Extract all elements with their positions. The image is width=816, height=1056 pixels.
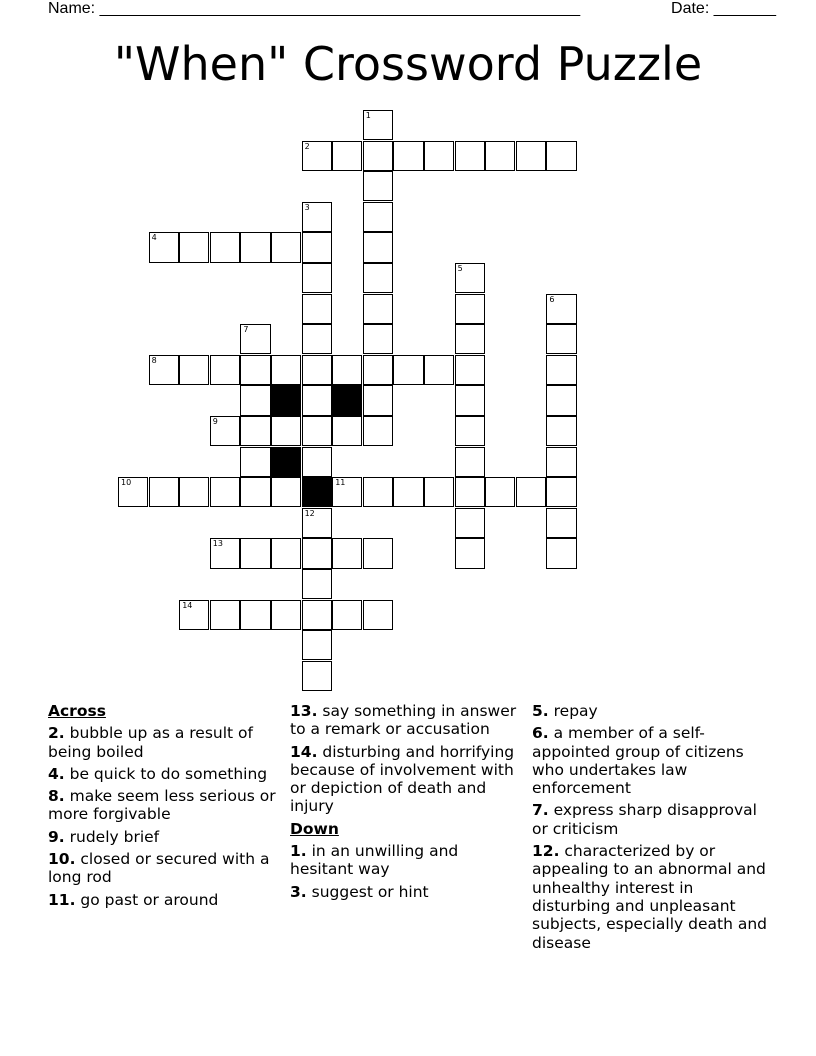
grid-cell[interactable] bbox=[455, 508, 485, 538]
clue-down-3 bbox=[290, 883, 522, 901]
grid-cell[interactable] bbox=[332, 600, 362, 630]
grid-cell[interactable] bbox=[546, 355, 576, 385]
cell-number: 6 bbox=[549, 294, 555, 304]
clue-number: 13. bbox=[290, 702, 318, 720]
grid-cell[interactable] bbox=[302, 630, 332, 660]
grid-cell[interactable] bbox=[363, 538, 393, 568]
clue-across-2 bbox=[48, 724, 280, 761]
grid-cell[interactable] bbox=[240, 477, 270, 507]
black-cell bbox=[271, 385, 301, 415]
cell-number: 9 bbox=[212, 417, 218, 426]
grid-cell[interactable] bbox=[363, 294, 393, 324]
grid-cell[interactable] bbox=[240, 324, 270, 354]
grid-cell[interactable] bbox=[363, 202, 393, 232]
clue-across-9 bbox=[48, 828, 280, 846]
grid-cell[interactable] bbox=[424, 141, 454, 171]
grid-cell[interactable] bbox=[179, 600, 209, 630]
black-cell bbox=[332, 385, 362, 415]
grid-cell[interactable] bbox=[302, 416, 332, 446]
grid-cell[interactable] bbox=[332, 477, 362, 507]
grid-cell[interactable] bbox=[179, 355, 209, 385]
clue-down-6 bbox=[532, 724, 772, 797]
grid-cell[interactable] bbox=[210, 232, 240, 262]
black-cell bbox=[271, 447, 301, 477]
date-field[interactable]: Date: _______ bbox=[671, 0, 776, 17]
grid-cell[interactable] bbox=[302, 232, 332, 262]
grid-cell[interactable] bbox=[302, 385, 332, 415]
grid-cell[interactable] bbox=[149, 232, 179, 262]
clue-text: be quick to do something bbox=[69, 764, 268, 783]
cell-number: 3 bbox=[304, 202, 310, 212]
grid-cell[interactable] bbox=[516, 477, 546, 507]
clue-across-13 bbox=[290, 702, 522, 739]
grid-cell[interactable] bbox=[271, 538, 301, 568]
grid-cell[interactable] bbox=[302, 355, 332, 385]
grid-cell[interactable] bbox=[393, 477, 423, 507]
clue-number: 14. bbox=[290, 742, 318, 761]
clue-text: characterized by or appealing to an abnormal and unhealthy interest in disturbing and unpleasant subjects, especially death and disease bbox=[532, 842, 767, 952]
clue-number: 10. bbox=[48, 850, 76, 869]
grid-cell[interactable] bbox=[240, 416, 270, 446]
grid-cell[interactable] bbox=[455, 141, 485, 171]
clue-text: express sharp disapproval or criticism bbox=[532, 801, 757, 838]
grid-cell[interactable] bbox=[302, 141, 332, 171]
grid-cell[interactable] bbox=[424, 355, 454, 385]
cell-number: 13 bbox=[212, 539, 223, 549]
clue-text: rudely brief bbox=[69, 827, 160, 846]
cell-number: 4 bbox=[151, 233, 157, 243]
cell-number: 2 bbox=[304, 141, 310, 151]
grid-cell[interactable] bbox=[546, 447, 576, 477]
clue-text: go past or around bbox=[80, 890, 219, 909]
grid-cell[interactable] bbox=[546, 385, 576, 415]
cell-number: 10 bbox=[121, 478, 132, 488]
clue-across-11 bbox=[48, 891, 280, 909]
grid-cell[interactable] bbox=[485, 477, 515, 507]
grid-cell[interactable] bbox=[149, 477, 179, 507]
clue-across-14 bbox=[290, 743, 522, 816]
clue-number: 3. bbox=[290, 882, 307, 901]
grid-cell[interactable] bbox=[455, 355, 485, 385]
grid-cell[interactable] bbox=[271, 416, 301, 446]
grid-cell[interactable] bbox=[516, 141, 546, 171]
grid-cell[interactable] bbox=[546, 477, 576, 507]
clue-number: 1. bbox=[290, 842, 307, 861]
grid-cell[interactable] bbox=[271, 600, 301, 630]
grid-cell[interactable] bbox=[302, 202, 332, 232]
clue-number: 9. bbox=[48, 827, 65, 846]
grid-cell[interactable] bbox=[363, 600, 393, 630]
clue-down-12 bbox=[532, 842, 772, 952]
clue-number: 7. bbox=[532, 801, 549, 820]
grid-cell[interactable] bbox=[546, 141, 576, 171]
grid-cell[interactable] bbox=[210, 477, 240, 507]
grid-cell[interactable] bbox=[332, 141, 362, 171]
grid-cell[interactable] bbox=[302, 661, 332, 691]
grid-cell[interactable] bbox=[363, 171, 393, 201]
grid-cell[interactable] bbox=[240, 355, 270, 385]
clues-column-3 bbox=[532, 702, 772, 956]
grid-cell[interactable] bbox=[332, 355, 362, 385]
grid-cell[interactable] bbox=[363, 477, 393, 507]
clue-number: 2. bbox=[48, 724, 65, 743]
grid-cell[interactable] bbox=[240, 232, 270, 262]
name-field[interactable]: Name: ______________________________________________________ bbox=[48, 0, 581, 17]
grid-cell[interactable] bbox=[210, 416, 240, 446]
clue-across-8 bbox=[48, 787, 280, 824]
grid-cell[interactable] bbox=[363, 416, 393, 446]
page-title: "When" Crossword Puzzle bbox=[113, 37, 703, 91]
grid-cell[interactable] bbox=[332, 538, 362, 568]
grid-cell[interactable] bbox=[363, 232, 393, 262]
clue-text: disturbing and horrifying because of involvement with or depiction of death and injury bbox=[290, 742, 515, 816]
grid-cell[interactable] bbox=[332, 416, 362, 446]
grid-cell[interactable] bbox=[302, 324, 332, 354]
grid-cell[interactable] bbox=[179, 232, 209, 262]
clue-number: 5. bbox=[532, 702, 549, 720]
cell-number: 8 bbox=[151, 355, 157, 365]
black-cell bbox=[302, 477, 332, 507]
grid-cell[interactable] bbox=[302, 447, 332, 477]
grid-cell[interactable] bbox=[363, 110, 393, 140]
grid-cell[interactable] bbox=[455, 538, 485, 568]
grid-cell[interactable] bbox=[240, 538, 270, 568]
grid-cell[interactable] bbox=[240, 600, 270, 630]
cell-number: 7 bbox=[243, 325, 249, 335]
cell-number: 11 bbox=[335, 478, 346, 488]
grid-cell[interactable] bbox=[455, 263, 485, 293]
grid-cell[interactable] bbox=[179, 477, 209, 507]
across-heading: Across bbox=[48, 702, 106, 720]
grid-cell[interactable] bbox=[271, 355, 301, 385]
cell-number: 5 bbox=[457, 264, 463, 273]
grid-cell[interactable] bbox=[210, 600, 240, 630]
grid-cell[interactable] bbox=[363, 263, 393, 293]
down-heading: Down bbox=[290, 819, 339, 838]
grid-cell[interactable] bbox=[363, 385, 393, 415]
grid-cell[interactable] bbox=[302, 508, 332, 538]
clue-text: suggest or hint bbox=[311, 882, 429, 901]
grid-cell[interactable] bbox=[546, 324, 576, 354]
grid-cell[interactable] bbox=[240, 385, 270, 415]
clue-across-4 bbox=[48, 765, 280, 783]
grid-cell[interactable] bbox=[363, 324, 393, 354]
clue-number: 4. bbox=[48, 764, 65, 783]
clue-text: make seem less serious or more forgivable bbox=[48, 787, 276, 824]
cell-number: 1 bbox=[365, 111, 371, 120]
clue-across-10 bbox=[48, 850, 280, 887]
clue-down-1 bbox=[290, 842, 522, 879]
grid-cell[interactable] bbox=[546, 538, 576, 568]
grid-cell[interactable] bbox=[455, 294, 485, 324]
clue-number: 12. bbox=[532, 842, 560, 861]
clues-column-1 bbox=[48, 702, 280, 913]
grid-cell[interactable] bbox=[363, 355, 393, 385]
grid-cell[interactable] bbox=[271, 477, 301, 507]
clues-column-2 bbox=[290, 702, 522, 905]
grid-cell[interactable] bbox=[546, 294, 576, 324]
grid-cell[interactable] bbox=[546, 416, 576, 446]
grid-cell[interactable] bbox=[210, 355, 240, 385]
clue-text: a member of a self-appointed group of citizens who undertakes law enforcement bbox=[532, 724, 744, 798]
clue-number: 8. bbox=[48, 787, 65, 806]
grid-cell[interactable] bbox=[455, 447, 485, 477]
grid-cell[interactable] bbox=[393, 141, 423, 171]
grid-cell[interactable] bbox=[118, 477, 148, 507]
grid-cell[interactable] bbox=[210, 538, 240, 568]
grid-cell[interactable] bbox=[302, 600, 332, 630]
grid-cell[interactable] bbox=[455, 477, 485, 507]
grid-cell[interactable] bbox=[302, 569, 332, 599]
clue-down-5 bbox=[532, 702, 772, 720]
grid-cell[interactable] bbox=[240, 447, 270, 477]
clue-down-7 bbox=[532, 801, 772, 838]
clue-number: 11. bbox=[48, 890, 76, 909]
grid-cell[interactable] bbox=[455, 385, 485, 415]
clue-number: 6. bbox=[532, 724, 549, 743]
grid-cell[interactable] bbox=[302, 294, 332, 324]
clue-text: repay bbox=[553, 702, 598, 720]
clue-text: bubble up as a result of being boiled bbox=[48, 724, 253, 761]
grid-cell[interactable] bbox=[149, 355, 179, 385]
grid-cell[interactable] bbox=[485, 141, 515, 171]
grid-cell[interactable] bbox=[302, 538, 332, 568]
grid-cell[interactable] bbox=[455, 416, 485, 446]
grid-cell[interactable] bbox=[363, 141, 393, 171]
grid-cell[interactable] bbox=[302, 263, 332, 293]
clue-text: say something in answer to a remark or accusation bbox=[290, 702, 517, 739]
clue-text: closed or secured with a long rod bbox=[48, 850, 270, 887]
grid-cell[interactable] bbox=[546, 508, 576, 538]
grid-cell[interactable] bbox=[271, 232, 301, 262]
cell-number: 12 bbox=[304, 508, 315, 518]
grid-cell[interactable] bbox=[393, 355, 423, 385]
grid-cell[interactable] bbox=[424, 477, 454, 507]
cell-number: 14 bbox=[182, 600, 193, 610]
grid-cell[interactable] bbox=[455, 324, 485, 354]
clue-text: in an unwilling and hesitant way bbox=[290, 842, 459, 879]
